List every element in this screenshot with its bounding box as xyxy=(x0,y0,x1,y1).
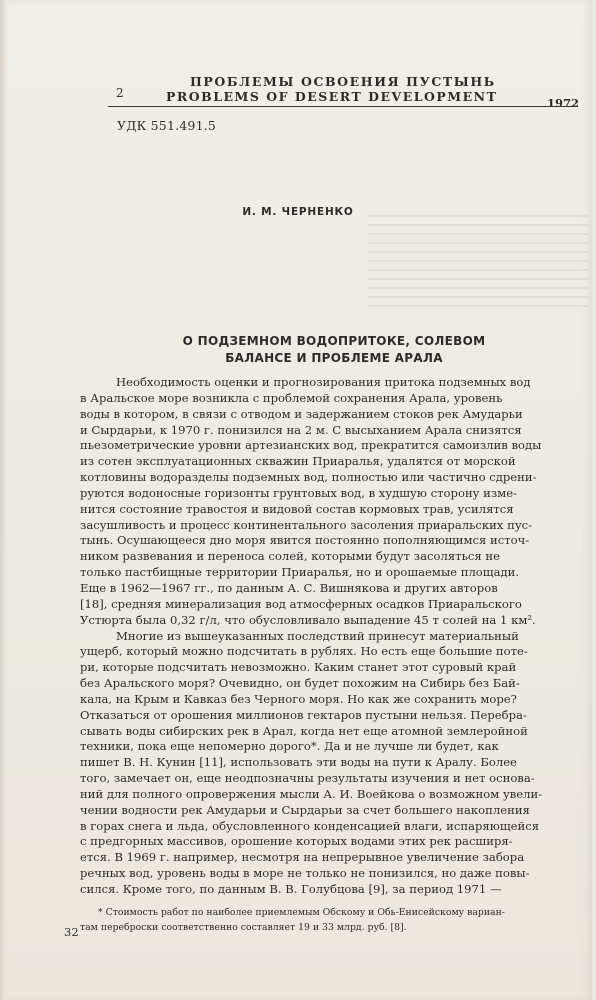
text-line: ри, которые подсчитать невозможно. Каким станет этот суровый край xyxy=(80,660,517,675)
header-rule xyxy=(108,106,572,107)
text-line: Многие из вышеуказанных последствий принесут материальный xyxy=(116,628,519,643)
journal-title-ru: ПРОБЛЕМЫ ОСВОЕНИЯ ПУСТЫНЬ xyxy=(190,74,496,89)
text-line: кала, на Крым и Кавказ без Черного моря. Но как же сохранить море? xyxy=(80,691,517,706)
text-line: ний для полного опровержения мысли А. И. Воейкова о возможном увели- xyxy=(80,786,543,801)
journal-title-en: PROBLEMS OF DESERT DEVELOPMENT xyxy=(166,89,498,104)
text-line: ущерб, который можно подсчитать в рублях. Но есть еще большие поте- xyxy=(80,644,528,659)
text-line: пишет В. Н. Кунин [11], использовать эти воды на пути к Аралу. Более xyxy=(80,755,517,770)
text-line: с предгорных массивов, орошение которых водами этих рек расширя- xyxy=(80,834,513,849)
text-line: Необходимость оценки и прогнозирования притока подземных вод xyxy=(116,375,531,389)
text-line: сывать воды сибирских рек в Арал, когда нет еще атомной землеройной xyxy=(80,723,528,738)
text-line: чении водности рек Амударьи и Сырдарьи за счет большего накопления xyxy=(80,802,530,817)
text-line: того, замечает он, еще неодпозначны результаты изучения и нет основа- xyxy=(80,771,535,786)
udk-code: УДК 551.491.5 xyxy=(117,118,217,133)
text-line: в Аральское море возникла с проблемой сохранения Арала, уровень xyxy=(80,390,503,405)
article-author: И. М. ЧЕРНЕНКО xyxy=(242,206,354,218)
footnote xyxy=(80,905,582,935)
publication-year: 1972 xyxy=(547,96,580,110)
text-line: котловины водоразделы подземных вод, полностью или частично сдрени- xyxy=(80,470,537,485)
text-line: в горах снега и льда, обусловленного конденсацией влаги, испаряющейся xyxy=(80,818,540,833)
text-line: Устюрта была 0,32 г/л, что обусловливало выпадение 45 т солей на 1 км². xyxy=(80,612,536,627)
title-line: БАЛАНСЕ И ПРОБЛЕМЕ АРАЛА xyxy=(225,351,443,365)
article-body xyxy=(80,375,582,898)
text-line: засушливость и процесс континентального засоления приаральских пус- xyxy=(80,517,533,532)
footnote-line: * Стоимость работ по наиболее приемлемым Обскому и Обь-Енисейскому вариан- xyxy=(98,907,505,918)
text-line: пьезометрические уровни артезианских вод, прекратится самоизлив воды xyxy=(80,438,542,453)
text-line: Еще в 1962—1967 гг., по данным А. С. Вишнякова и других авторов xyxy=(80,580,498,595)
text-line: [18], средняя минерализация вод атмосферных осадков Приаральского xyxy=(80,596,522,611)
text-line: без Аральского моря? Очевидно, он будет похожим на Сибирь без Бай- xyxy=(80,676,520,691)
text-line: и Сырдарьи, к 1970 г. понизился на 2 м. С высыханием Арала снизятся xyxy=(80,422,522,437)
text-line: ником развевания и переноса солей, которыми будут засоляться не xyxy=(80,549,500,564)
text-line: Отказаться от орошения миллионов гектаров пустыни нельзя. Перебра- xyxy=(80,707,527,722)
page-number: 32 xyxy=(64,925,79,939)
text-line: техники, пока еще непомерно дорого*. Да и не лучше ли будет, как xyxy=(80,739,499,754)
text-line: ется. В 1969 г. например, несмотря на непрерывное увеличение забора xyxy=(80,850,525,865)
issue-number: 2 xyxy=(116,86,124,100)
text-line: речных вод, уровень воды в море не только не понизился, но даже повы- xyxy=(80,866,530,881)
text-line: сился. Кроме того, по данным В. В. Голубцова [9], за период 1971 — xyxy=(80,882,502,896)
title-line: О ПОДЗЕМНОМ ВОДОПРИТОКЕ, СОЛЕВОМ xyxy=(182,334,486,348)
text-line: нится состояние травостоя и видовой состав кормовых трав, усилятся xyxy=(80,501,514,516)
text-line: из сотен эксплуатационных скважин Приаралья, удалятся от морской xyxy=(80,454,516,469)
article-title xyxy=(92,333,576,367)
text-line: руются водоносные горизонты грунтовых вод, в худшую сторону изме- xyxy=(80,485,518,500)
text-line: тынь. Осушающееся дно моря явится постоянно пополняющимся источ- xyxy=(80,533,530,548)
footnote-line: там переброски соответственно составляет 19 и 33 млрд. руб. [8]. xyxy=(80,922,407,933)
text-line: только пастбищные территории Приаралья, но и орошаемые площади. xyxy=(80,565,520,580)
text-line: воды в котором, в связи с отводом и задержанием стоков рек Амударьи xyxy=(80,406,523,421)
